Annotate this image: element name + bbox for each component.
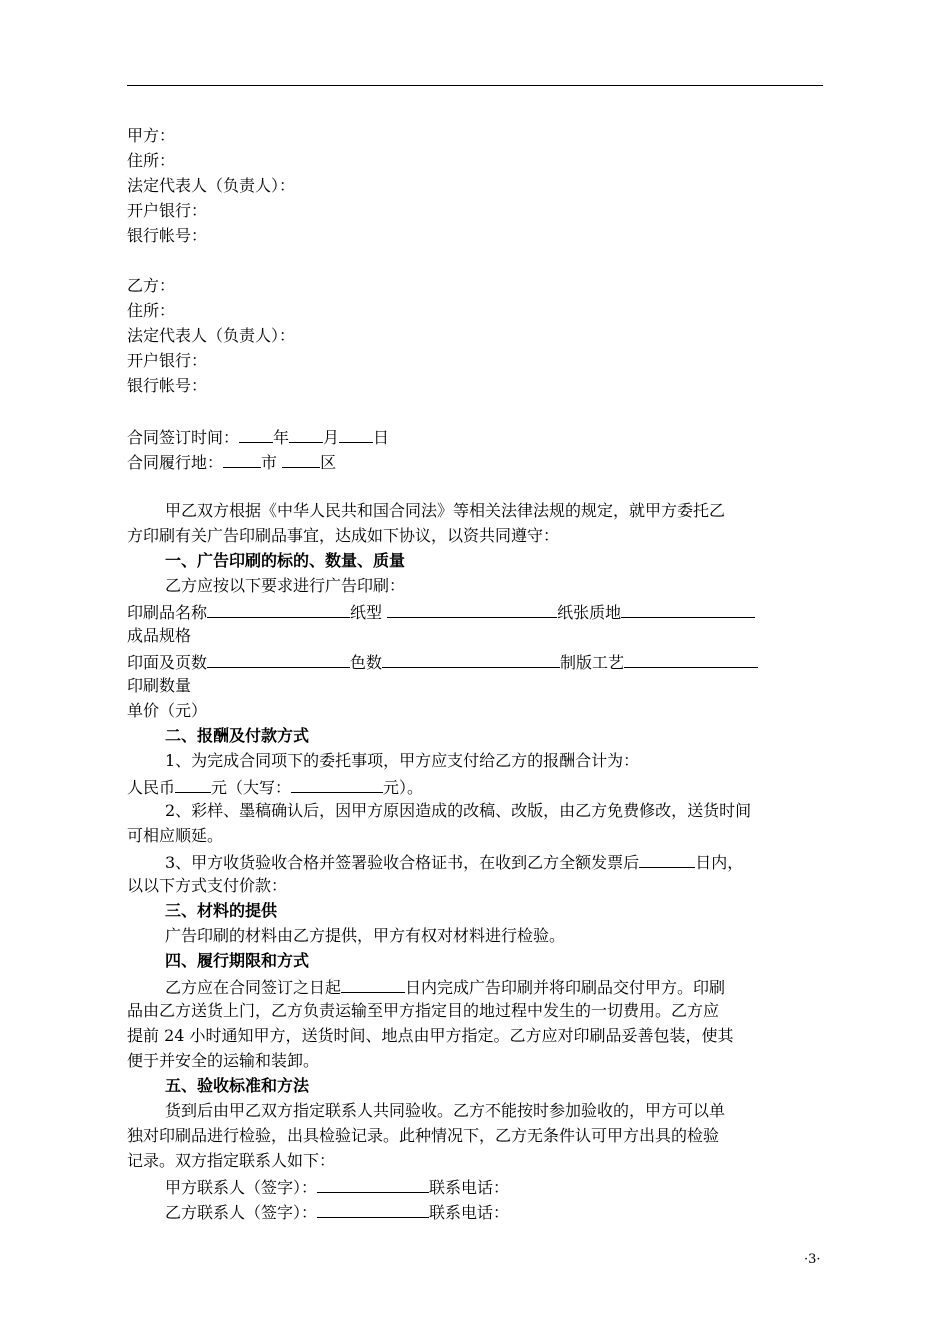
party-b-address-label: 住所： xyxy=(127,301,176,320)
sign-time-label: 合同签订时间： xyxy=(127,428,240,447)
print-name-label: 印刷品名称 xyxy=(127,603,208,622)
section-2-item-2b: 可相应顺延。 xyxy=(127,826,224,845)
print-name-blank xyxy=(207,599,350,618)
party-a-name-label: 甲方： xyxy=(127,126,176,145)
party-b-contact-label: 乙方联系人（签字）： xyxy=(165,1203,318,1222)
finished-size-label: 成品规格 xyxy=(127,626,192,645)
intro-line-1: 甲乙双方根据《中华人民共和国合同法》等相关法律法规的规定，就甲方委托乙 xyxy=(165,501,726,520)
pages-blank xyxy=(207,649,350,668)
section-2-item-2a: 2、彩样、墨稿确认后，因甲方原因造成的改稿、改版，由乙方免费修改，送货时间 xyxy=(165,801,752,820)
rmb-line xyxy=(127,774,423,800)
party-b-phone-label: 联系电话： xyxy=(429,1203,510,1222)
city-blank xyxy=(223,449,261,468)
district-blank xyxy=(282,449,320,468)
party-a-contact-label: 甲方联系人（签字）： xyxy=(165,1178,318,1197)
city-label: 市 xyxy=(261,453,278,472)
section-2-item-3b: 以以下方式支付价款： xyxy=(127,876,288,895)
uppercase-blank xyxy=(291,774,383,793)
section-4-heading: 四、履行期限和方式 xyxy=(165,951,310,970)
days-blank xyxy=(639,849,695,868)
section-4-line-1 xyxy=(165,974,725,1000)
section-2-item-3a xyxy=(165,849,743,875)
section-5-heading: 五、验收标准和方法 xyxy=(165,1076,310,1095)
party-a-address-label: 住所： xyxy=(127,151,176,170)
party-b-name-label: 乙方： xyxy=(127,276,176,295)
party-b-account-label: 银行帐号： xyxy=(127,376,208,395)
day-blank xyxy=(339,424,373,443)
yuan-label: 元（大写： xyxy=(211,778,292,797)
unit-price-label: 单价（元） xyxy=(127,701,208,720)
header-rule xyxy=(127,85,823,86)
section-3-text: 广告印刷的材料由乙方提供，甲方有权对材料进行检验。 xyxy=(165,926,566,945)
delivery-days-blank xyxy=(341,974,405,993)
year-blank xyxy=(239,424,273,443)
section-4-line-1a: 乙方应在合同签订之日起 xyxy=(165,978,342,997)
sign-place-line xyxy=(127,449,336,475)
district-label: 区 xyxy=(320,453,337,472)
month-blank xyxy=(289,424,323,443)
paper-quality-label: 纸张质地 xyxy=(557,603,622,622)
section-4-line-2: 品由乙方送货上门，乙方负责运输至甲方指定目的地过程中发生的一切费用。乙方应 xyxy=(127,1001,720,1020)
month-label: 月 xyxy=(323,428,340,447)
print-name-line xyxy=(127,599,755,625)
page-number: ·3· xyxy=(804,1252,821,1267)
day-label: 日 xyxy=(373,428,390,447)
colors-blank xyxy=(382,649,560,668)
section-1-heading: 一、广告印刷的标的、数量、质量 xyxy=(165,551,406,570)
paper-quality-blank xyxy=(621,599,755,618)
section-4-line-1b: 日内完成广告印刷并将印刷品交付甲方。印刷 xyxy=(405,978,726,997)
rmb-label: 人民币 xyxy=(127,778,176,797)
section-1-requirement: 乙方应按以下要求进行广告印刷： xyxy=(165,576,406,595)
days-label: 日内， xyxy=(695,853,744,872)
section-5-line-2: 独对印刷品进行检验，出具检验记录。此种情况下，乙方无条件认可甲方出具的检验 xyxy=(127,1126,720,1145)
rmb-blank xyxy=(175,774,211,793)
section-4-line-3: 提前 24 小时通知甲方，送货时间、地点由甲方指定。乙方应对印刷品妥善包装，使其 xyxy=(127,1026,734,1045)
pages-line xyxy=(127,649,758,675)
year-label: 年 xyxy=(273,428,290,447)
paper-type-blank xyxy=(387,599,557,618)
intro-line-2: 方印刷有关广告印刷品事宜，达成如下协议，以资共同遵守： xyxy=(127,526,560,545)
party-a-account-label: 银行帐号： xyxy=(127,226,208,245)
party-b-contact-line xyxy=(165,1199,509,1225)
party-b-bank-label: 开户银行： xyxy=(127,351,208,370)
colors-label: 色数 xyxy=(350,653,383,672)
sign-time-line xyxy=(127,424,389,450)
party-a-contact-line xyxy=(165,1174,509,1200)
section-2-item-1: 1、为完成合同项下的委托事项，甲方应支付给乙方的报酬合计为： xyxy=(165,751,640,770)
item-3a-text: 3、甲方收货验收合格并签署验收合格证书，在收到乙方全额发票后 xyxy=(165,853,640,872)
paper-type-label: 纸型 xyxy=(350,603,383,622)
yuan-end-label: 元）。 xyxy=(383,778,424,797)
quantity-label: 印刷数量 xyxy=(127,676,192,695)
sign-place-label: 合同履行地： xyxy=(127,453,224,472)
party-b-rep-label: 法定代表人（负责人）： xyxy=(127,326,296,345)
plate-blank xyxy=(624,649,758,668)
section-3-heading: 三、材料的提供 xyxy=(165,901,278,920)
party-b-signature-blank xyxy=(317,1199,429,1218)
section-4-line-4: 便于并安全的运输和装卸。 xyxy=(127,1051,320,1070)
section-5-line-3: 记录。双方指定联系人如下： xyxy=(127,1151,336,1170)
section-2-heading: 二、报酬及付款方式 xyxy=(165,726,310,745)
party-a-bank-label: 开户银行： xyxy=(127,201,208,220)
party-a-phone-label: 联系电话： xyxy=(429,1178,510,1197)
section-5-line-1: 货到后由甲乙双方指定联系人共同验收。乙方不能按时参加验收的，甲方可以单 xyxy=(165,1101,726,1120)
pages-label: 印面及页数 xyxy=(127,653,208,672)
plate-label: 制版工艺 xyxy=(560,653,625,672)
party-a-rep-label: 法定代表人（负责人）： xyxy=(127,176,296,195)
party-a-signature-blank xyxy=(317,1174,429,1193)
